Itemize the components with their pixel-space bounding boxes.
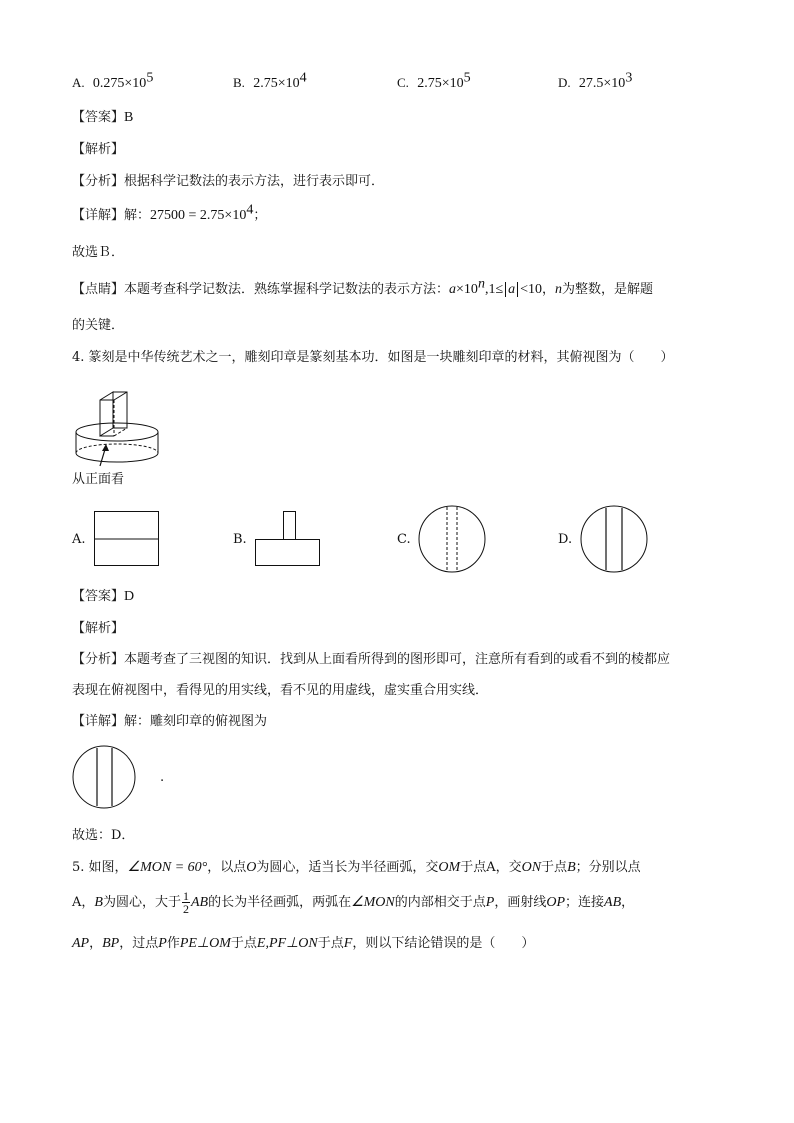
q3-option-b: B. $2.75\times 10^4$ [233, 70, 307, 91]
q3-answer: 【答案】B [72, 110, 134, 125]
q4-option-c-label: C. [397, 532, 411, 547]
q3-conclusion: 故选Ｂ． [72, 245, 125, 260]
seal-3d-figure [72, 378, 182, 468]
q4-analysis-heading: 【解析】 [72, 621, 125, 636]
q3-option-d: D. $27.5\times 10^3$ [558, 70, 633, 91]
q3-analysis-heading: 【解析】 [72, 142, 125, 157]
q5-stem-line1: 5. 如图，∠MON = 60°，以点O为圆心，适当长为半径画弧，交OM于点A，交ON于点B；分别以点 [72, 860, 641, 875]
q4-fenxi: 【分析】本题考查了三视图的知识．找到从上面看所得到的图形即可，注意所有看到的或看不到的棱都应 [72, 652, 671, 667]
q3-option-c: C. $2.75\times 10^5$ [397, 70, 471, 91]
q3-dianjing-line2: 的关键． [72, 318, 125, 333]
front-view-label: 从正面看 [72, 472, 125, 487]
q4-stem: 4. 篆刻是中华传统艺术之一，雕刻印章是篆刻基本功．如图是一块雕刻印章的材料，其俯视图为（ ） [72, 350, 674, 365]
q4-xiangjie: 【详解】解：雕刻印章的俯视图为 [72, 714, 268, 729]
q4-option-a-label: A. [72, 532, 86, 547]
q4-solution-figure [72, 745, 138, 811]
q3-dianjing: 【点睛】本题考查科学记数法．熟练掌握科学记数法的表示方法：$a\times 10^n,1\le a <10$，n为整数，是解题 [72, 276, 654, 297]
q5-stem-line2: A，B为圆心，大于 $\frac{1}{2}$ AB的长为半径画弧，两弧在∠MON的内部相交于点P，画射线OP；连接AB， [72, 889, 635, 916]
q4-option-a-figure [94, 511, 160, 567]
q4-conclusion: 故选：D． [72, 828, 135, 843]
q4-option-d-label: D. [558, 532, 573, 547]
q5-stem-line3: AP，BP，过点P作PE⊥OM于点E,PF⊥ON于点F，则以下结论错误的是（ ） [72, 936, 535, 951]
q3-xiangjie: 【详解】解：$27500 = 2.75\times 10^4$； [72, 202, 267, 223]
q4-option-b-label: B. [233, 532, 247, 547]
q4-option-d-figure [580, 505, 650, 575]
q4-solution-period: . [160, 770, 165, 785]
q3-fenxi: 【分析】根据科学记数法的表示方法，进行表示即可． [72, 174, 385, 189]
q4-option-b-figure [255, 511, 321, 567]
q3-option-a: A. $0.275\times 10^5$ [72, 70, 154, 91]
q4-option-c-figure [418, 505, 488, 575]
q4-answer: 【答案】D [72, 589, 135, 604]
q4-fenxi-line2: 表现在俯视图中，看得见的用实线，看不见的用虚线，虚实重合用实线． [72, 683, 489, 698]
half-fraction: $\frac{1}{2}$ [182, 889, 189, 916]
